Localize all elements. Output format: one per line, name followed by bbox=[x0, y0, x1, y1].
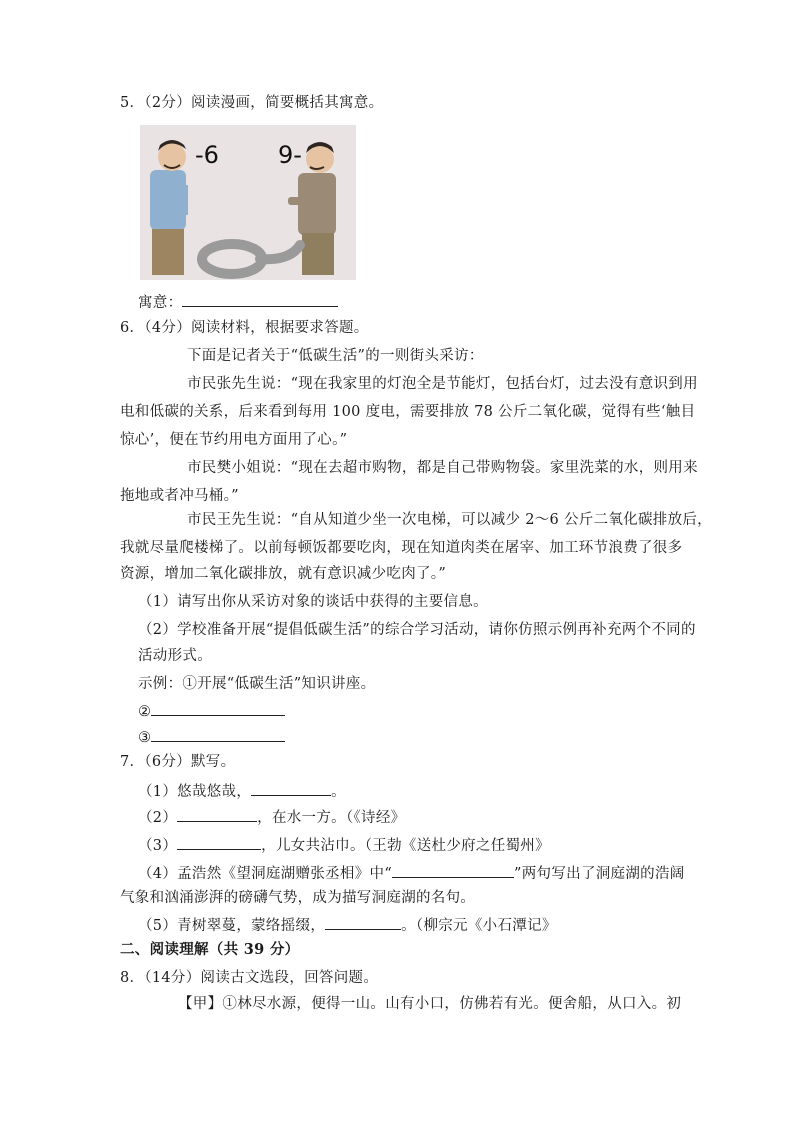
q7-item-3 bbox=[138, 834, 550, 856]
q7-item-1-blank[interactable] bbox=[251, 780, 331, 796]
q7-item-2-blank[interactable] bbox=[177, 806, 257, 822]
q8-passage-line-1: 【甲】①林尽水源，便得一山。山有小口，仿佛若有光。便舍船，从口入。初 bbox=[178, 996, 682, 1012]
cartoon-image bbox=[140, 125, 356, 280]
q7-item-3-blank[interactable] bbox=[177, 834, 261, 850]
q7-stem: 7．（6分）默写。 bbox=[120, 754, 236, 770]
q7-item-1 bbox=[138, 780, 346, 802]
q7-item-1-end: 。 bbox=[331, 784, 346, 800]
left-speech-label: -6 bbox=[195, 141, 219, 169]
floor-digit-shape bbox=[202, 244, 300, 274]
q7-item-2-text: ，在水一方。（《诗经》 bbox=[257, 810, 406, 826]
q5-answer-blank[interactable] bbox=[182, 291, 338, 307]
q7-item-5-text: （5）青树翠蔓，蒙络摇缀， bbox=[138, 918, 326, 934]
left-man-figure bbox=[150, 140, 188, 275]
q6-answer-3 bbox=[138, 726, 285, 748]
q6-example: 示例：①开展“低碳生活”知识讲座。 bbox=[138, 676, 376, 692]
q6-sub2-line-2: 活动形式。 bbox=[138, 648, 212, 664]
q6-stem: 6．（4分）阅读材料，根据要求答题。 bbox=[120, 320, 369, 336]
q7-item-4-cont: 气象和汹涌澎湃的磅礴气势，成为描写洞庭湖的名句。 bbox=[120, 890, 476, 906]
q5-answer-label: 寓意： bbox=[138, 295, 183, 311]
q7-item-4 bbox=[138, 862, 685, 884]
q7-item-4-text: （4）孟浩然《望洞庭湖赠张丞相》中“ bbox=[138, 866, 393, 882]
q6-fan-line-2: 拖地或者冲马桶。” bbox=[120, 488, 239, 504]
q7-item-3-num: （3） bbox=[138, 838, 178, 854]
q6-wang-line-2: 我就尽量爬楼梯了。以前每顿饭都要吃肉，现在知道肉类在屠宰、加工环节浪费了很多 bbox=[120, 540, 683, 556]
q6-intro: 下面是记者关于“低碳生活”的一则街头采访： bbox=[187, 348, 484, 364]
q6-answer-2-mark: ② bbox=[138, 704, 152, 720]
q5-stem: 5．（2分）阅读漫画，简要概括其寓意。 bbox=[120, 95, 384, 111]
q7-item-5-blank[interactable] bbox=[325, 914, 401, 930]
q5-answer-line bbox=[138, 291, 338, 313]
q7-item-4-blank[interactable] bbox=[392, 862, 514, 878]
q6-zhang-line-1: 市民张先生说：“现在我家里的灯泡全是节能灯，包括台灯，过去没有意识到用 bbox=[187, 376, 698, 392]
q7-item-2 bbox=[138, 806, 405, 828]
q8-stem: 8．（14分）阅读古文选段，回答问题。 bbox=[120, 970, 379, 986]
q7-item-5 bbox=[138, 914, 557, 936]
q6-answer-2 bbox=[138, 700, 285, 722]
q7-item-5-source: 。（柳宗元《小石潭记》 bbox=[401, 918, 557, 934]
q6-wang-line-1: 市民王先生说：“自从知道少坐一次电梯，可以减少 2～6 公斤二氧化碳排放后， bbox=[187, 512, 712, 528]
q7-item-3-text: ，儿女共沾巾。（王勃《送杜少府之任蜀州》 bbox=[261, 838, 550, 854]
q6-answer-3-mark: ③ bbox=[138, 730, 152, 746]
q6-wang-line-3: 资源，增加二氧化碳排放，就有意识减少吃肉了。” bbox=[120, 566, 447, 582]
q6-zhang-line-2: 电和低碳的关系，后来看到每用 100 度电，需要排放 78 公斤二氧化碳，觉得有些‘触目 bbox=[120, 404, 696, 420]
q6-fan-line-1: 市民樊小姐说：“现在去超市购物，都是自己带购物袋。家里洗菜的水，则用来 bbox=[187, 460, 698, 476]
cartoon-illustration bbox=[140, 125, 356, 280]
q6-sub1: （1）请写出你从采访对象的谈话中获得的主要信息。 bbox=[138, 594, 488, 610]
q7-item-2-num: （2） bbox=[138, 810, 178, 826]
q6-answer-3-blank[interactable] bbox=[151, 726, 285, 742]
q6-answer-2-blank[interactable] bbox=[151, 700, 285, 716]
q6-zhang-line-3: 惊心’，便在节约用电方面用了心。” bbox=[120, 432, 348, 448]
right-speech-label: 9- bbox=[278, 141, 302, 169]
section-2-title: 二、阅读理解（共 39 分） bbox=[120, 941, 300, 958]
q7-item-4-text-end: ”两句写出了洞庭湖的浩阔 bbox=[514, 866, 685, 882]
q6-sub2-line-1: （2）学校准备开展“提倡低碳生活”的综合学习活动，请你仿照示例再补充两个不同的 bbox=[138, 622, 696, 638]
q7-item-1-text: （1）悠哉悠哉， bbox=[138, 784, 252, 800]
